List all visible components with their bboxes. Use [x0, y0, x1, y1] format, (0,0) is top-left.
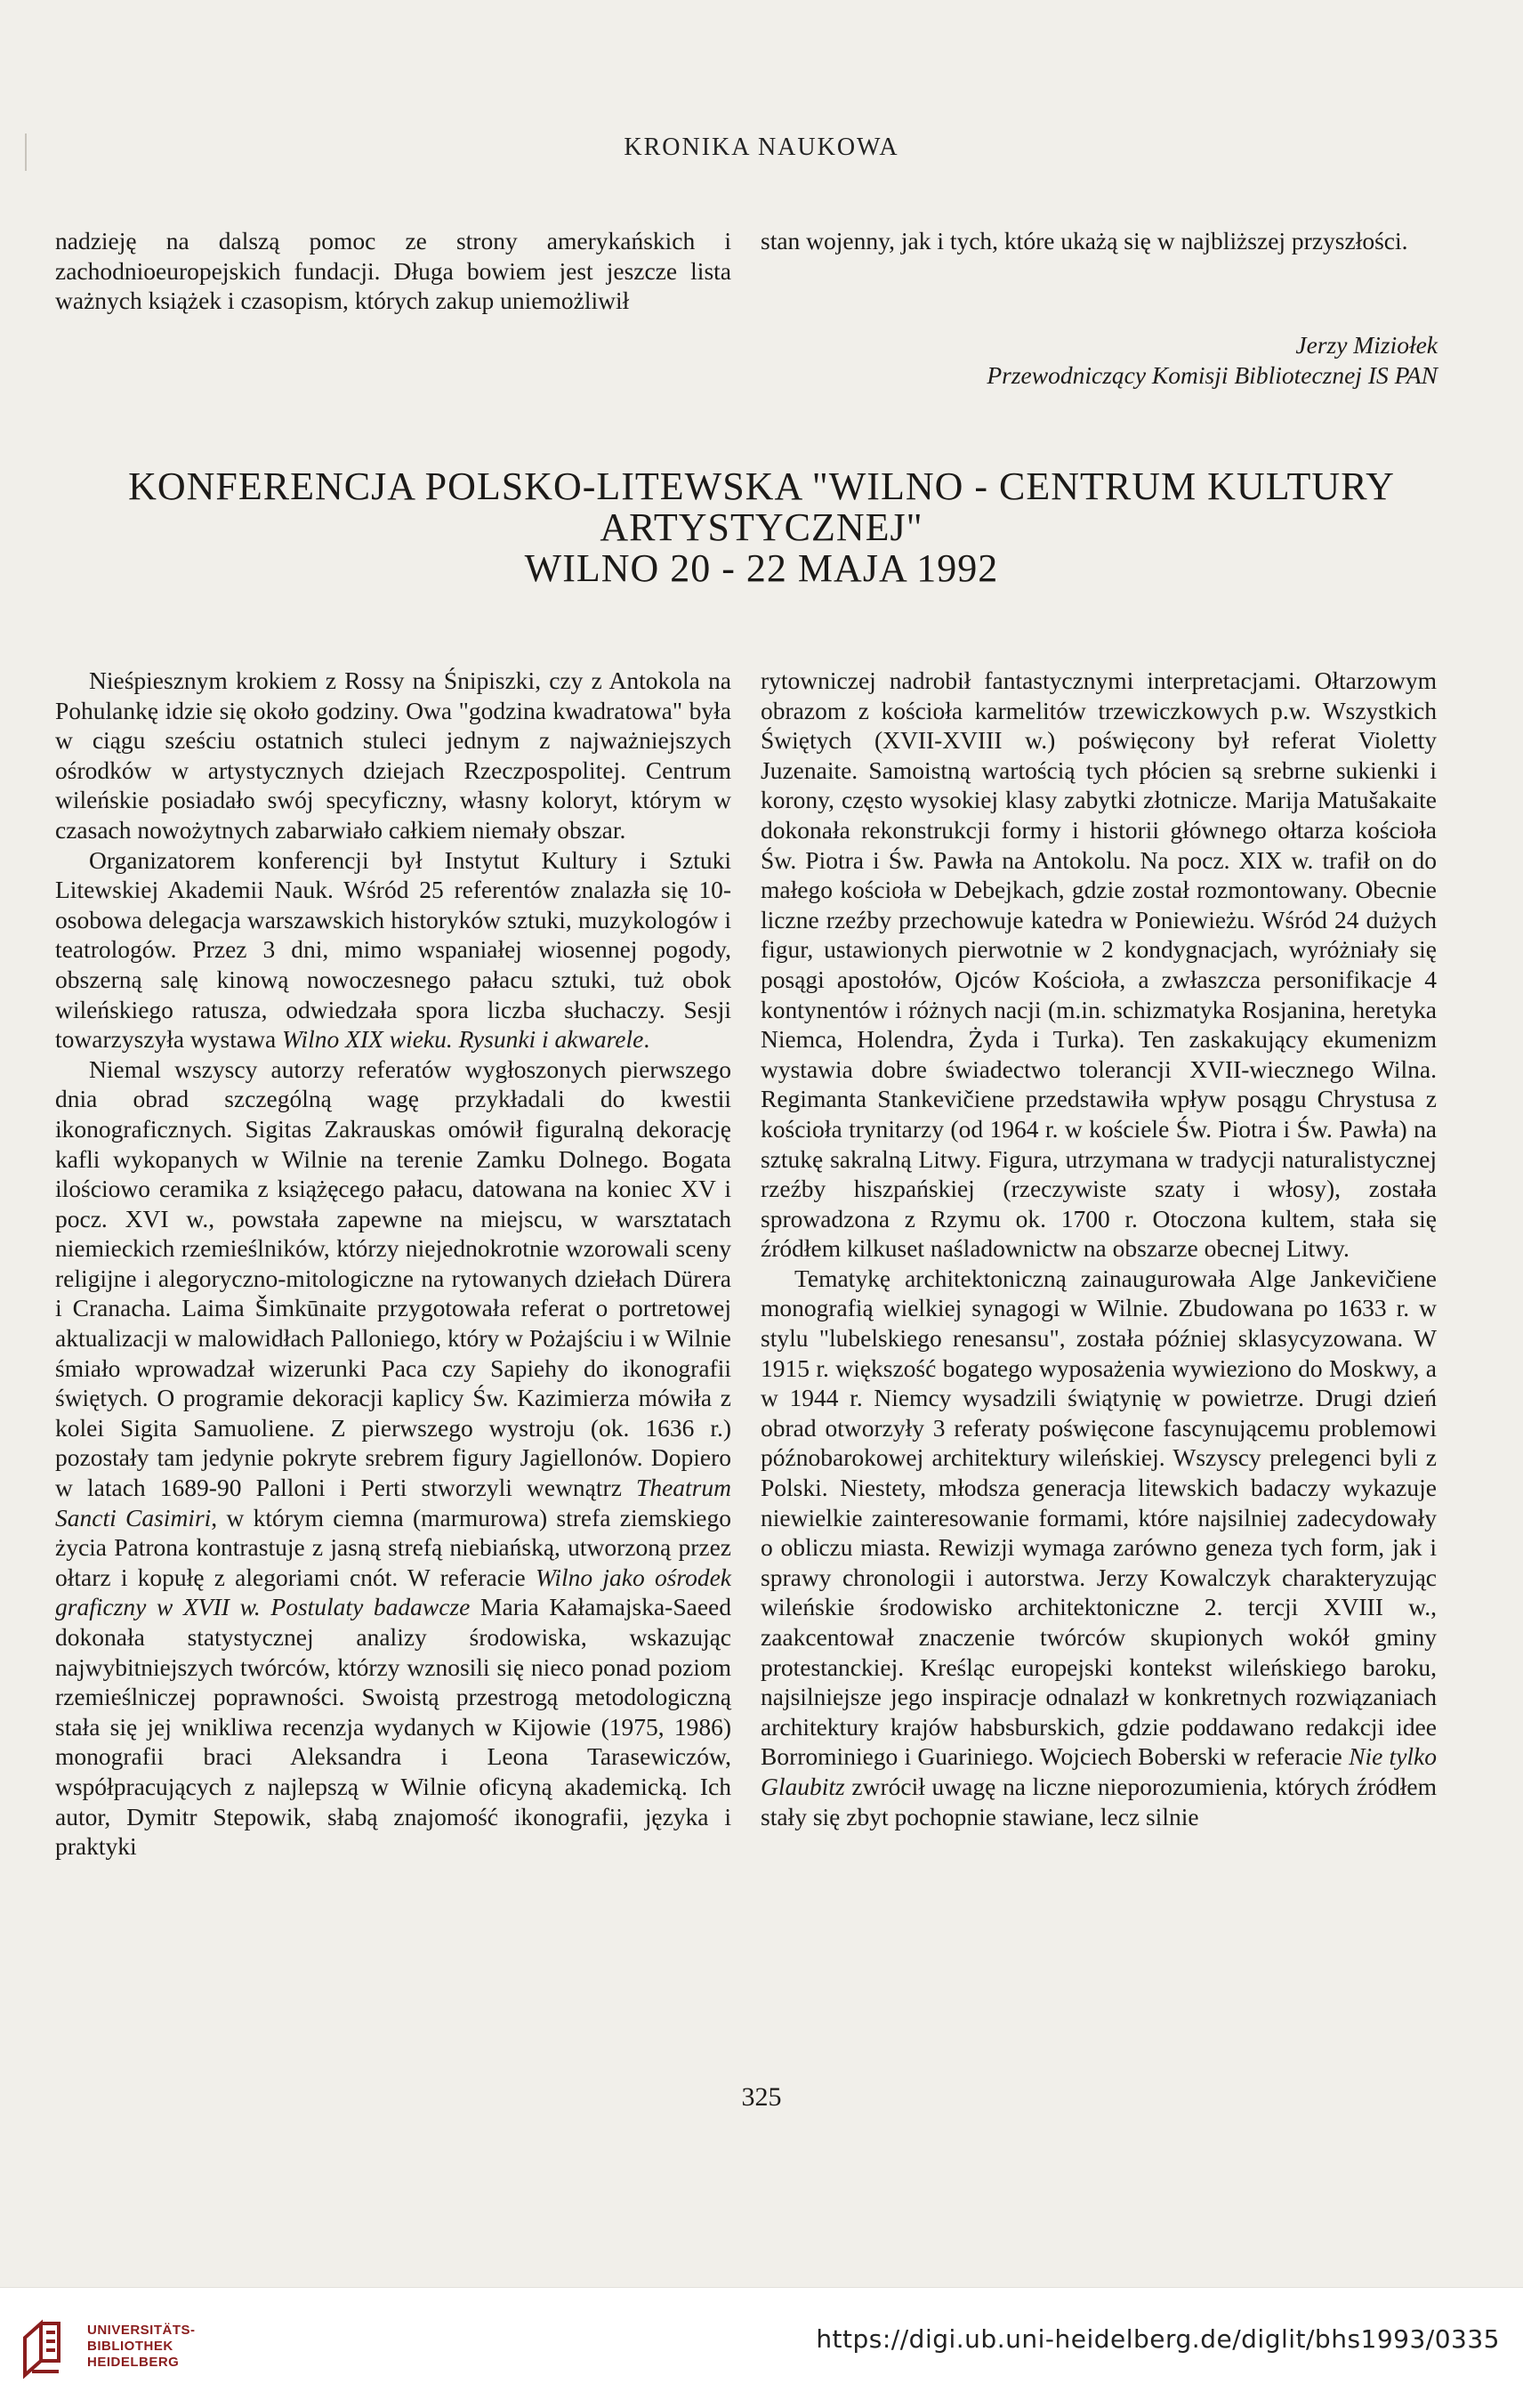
source-url-link[interactable]: https://digi.ub.uni-heidelberg.de/diglit/bhs1993/0335 — [816, 2324, 1500, 2354]
text-run: , w którym ciemna (marmurowa) strefa ziemskiego życia Patrona kontrastuje z jasną strefą niebiańską, utworzoną przez ołtarz i kopułę z alegoriami cnót. W referacie — [55, 1503, 731, 1591]
logo-line: HEIDELBERG — [87, 2355, 180, 2370]
paragraph — [55, 845, 731, 1055]
italic-title: Nie tylko Glaubitz — [761, 1742, 1437, 1800]
text-run: Organizatorem konferencji był Instytut Kultury i Sztuki Litewskiej Akademii Nauk. Wśród 25 referentów znalazła się 10-osobowa delegacja warszawskich historyków sztuki, muzykologów i teatrologów. Przez 3 dni, mimo wspaniałej wiosennej pogody, obszerną salę kinową nowoczesnego pałacu sztuki, tuż obok wileńskiego ratusza, odwiedzała spora liczba słuchaczy. Sesji towarzyszyła wystawa — [55, 845, 731, 1054]
paragraph: stan wojenny, jak i tych, które ukażą się w najbliższej przyszłości. — [761, 227, 1408, 255]
continued-text-right — [761, 226, 1437, 256]
text-run: Tematykę architektoniczną zainaugurowała Alge Jankevičiene monografią wielkiej synagogi w Wilnie. Zbudowana po 1633 r. w stylu "lubelskiego renesansu", została później sklasycyzowana. W 1915 r. większość bogatego wyposażenia wywieziono do Moskwy, a w 1944 r. Niemcy wysadzili świątynię w powietrze. Drugi dzień obrad otworzyły 3 referaty poświęcone fascynującemu problemowi późnobarokowej architektury wileńskiej. Wszyscy prelegenci byli z Polski. Niestety, młodsza generacja litewskich badaczy wykazuje niewielkie zainteresowanie formami, które najsilniej zadecydowały o obliczu miasta. Rewizji wymaga zarówno geneza tych form, jak i sprawy chronologii i autorstwa. Jerzy Kowalczyk charakteryzując wileńskie środowisko architektoniczne 2. tercji XVIII w., zaakcentował znaczenie twórców skupionych wokół gminy protestanckiej. Kreśląc europejski kontekst wileńskiego baroku, najsilniejsze jego inspiracje odnalazł w konkretnych rozwiązaniach architektury krajów habsburskich, gdzie poddawano redakcji idee Borrominiego i Guariniego. Wojciech Boberski w referacie — [761, 1264, 1437, 1771]
paragraph: nadzieję na dalszą pomoc ze strony amerykańskich i zachodnioeuropejskich fundacji. Długa bowiem jest jeszcze lista ważnych książek i czasopism, których zakup uniemożliwił — [55, 227, 731, 315]
signature-role: Przewodniczący Komisji Bibliotecznej IS PAN — [987, 361, 1438, 389]
paragraph — [761, 1264, 1437, 1831]
logo-line: UNIVERSITÄTS- — [87, 2323, 196, 2338]
italic-title: Wilno jako ośrodek graficzny w XVII w. Postulaty badawcze — [55, 1563, 731, 1621]
page-number: 325 — [741, 2082, 782, 2112]
text-run: . — [643, 1025, 650, 1054]
paragraph: Nieśpiesznym krokiem z Rossy na Śnipiszki, czy z Antokola na Pohulankę idzie się około godziny. Owa "godzina kwadratowa" była w ciągu sześciu ostatnich stuleci jednym z najważniejszych ośrodków w artystycznych dziejach Rzeczpospolitej. Centrum wileńskie posiadało swój specyficzny, własny koloryt, którym w czasach nowożytnych zabarwiało całkiem niemały obszar. — [55, 667, 731, 844]
continued-text-left — [55, 226, 731, 316]
article-title — [53, 466, 1470, 589]
text-run: Maria Kałamajska-Saeed dokonała statystycznej analizy środowiska, wskazując najwybitniejszych twórców, którzy wznosili się nieco ponad poziom rzemieślniczej poprawności. Swoistą przestrogą metodologiczną stała się jej wnikliwa recenzja wydanych w Kijowie (1975, 1986) monografii braci Aleksandra i Leona Tarasewiczów, współpracujących z najlepszą w Wilnie oficyną akademicką. Ich autor, Dymitr Stepowik, słabą znajomość ikonografii, języka i praktyki — [55, 1593, 731, 1861]
title-line-1: KONFERENCJA POLSKO-LITEWSKA "WILNO - CENTRUM KULTURY — [128, 465, 1395, 508]
article-column-right — [761, 666, 1437, 1831]
italic-title: Wilno XIX wieku. Rysunki i akwarele — [282, 1025, 644, 1054]
library-logo-text[interactable] — [87, 2323, 196, 2371]
library-logo-icon — [20, 2318, 75, 2380]
logo-line: BIBLIOTHEK — [87, 2339, 173, 2354]
paragraph: rytowniczej nadrobił fantastycznymi interpretacjami. Ołtarzowym obrazom z kościoła karmelitów trzewiczkowych p.w. Wszystkich Świętych (XVII-XVIII w.) poświęcony był referat Violetty Juzenaite. Samoistną wartością tych płócien są srebrne sukienki i korony, często wysokiej klasy zabytki złotnicze. Marija Matušakaite dokonała rekonstrukcji formy i historii głównego ołtarza kościoła Św. Piotra i Św. Pawła na Antokolu. Na pocz. XIX w. trafił on do małego kościoła w Debejkach, gdzie został rozmontowany. Obecnie liczne rzeźby przechowuje katedra w Poniewieżu. Wśród 24 dużych figur, ustawionych pierwotnie w 2 kondygnacjach, wyróżniały się posągi apostołów, Ojców Kościoła, a zwłaszcza personifikacje 4 kontynentów i różnych nacji (m.in. schizmatyka Rosjanina, heretyka Niemca, Holendra, Żyda i Turka). Ten zaskakujący ekumenizm wystawia dobre świadectwo tolerancji XVII-wiecznego Wilna. Regimanta Stankevičiene przedstawiła wpływ posągu Chrystusa z kościoła trynitarzy (od 1964 r. w kościele Św. Piotra i Św. Pawła) na sztukę sakralną Litwy. Figura, utrzymana w tradycji naturalistycznej rzeźby hiszpańskiej (rzeczywiste szaty i włosy), została sprowadzona z Rzymu ok. 1700 r. Otoczona kultem, stała się źródłem kilkuset naśladownictw na obszarze obecnej Litwy. — [761, 667, 1437, 1263]
title-line-3: WILNO 20 - 22 MAJA 1992 — [524, 546, 999, 590]
article-column-left — [55, 666, 731, 1862]
text-run: Niemal wszyscy autorzy referatów wygłoszonych pierwszego dnia obrad szczególną wagę przykładali do kwestii ikonograficznych. Sigitas Zakrauskas omówił figuralną dekorację kafli wykopanych w Wilnie na terenie Zamku Dolnego. Bogata ilościowo ceramika z książęcego pałacu, datowana na koniec XV i pocz. XVI w., powstała zapewne na miejscu, w warsztatach niemieckich rzemieślników, którzy niejednokrotnie wzorowali sceny religijne i alegoryczno-mitologiczne na rytowanych dziełach Dürera i Cranacha. Laima Šimkūnaite przygotowała referat o portretowej aktualizacji w malowidłach Palloniego, który w Pożajściu i w Wilnie śmiało wprowadzał wizerunki Paca czy Sapiehy do ikonografii świętych. O programie dekoracji kaplicy Św. Kazimierza mówiła z kolei Sigita Samuoliene. Z pierwszego wystroju (ok. 1636 r.) pozostały tam jedynie pokryte srebrem figury Jagiellonów. Dopiero w latach 1689-90 Palloni i Perti stworzyli wewnątrz — [55, 1055, 731, 1502]
signature-name: Jerzy Miziołek — [1295, 331, 1438, 359]
paragraph — [55, 1055, 731, 1862]
running-head: KRONIKA NAUKOWA — [624, 133, 899, 161]
text-run: zwrócił uwagę na liczne nieporozumienia, których źródłem stały się zbyt pochopnie stawiane, lecz silnie — [761, 1772, 1437, 1830]
title-line-2: ARTYSTYCZNEJ" — [600, 505, 923, 549]
italic-title: Theatrum Sancti Casimiri — [55, 1474, 731, 1531]
